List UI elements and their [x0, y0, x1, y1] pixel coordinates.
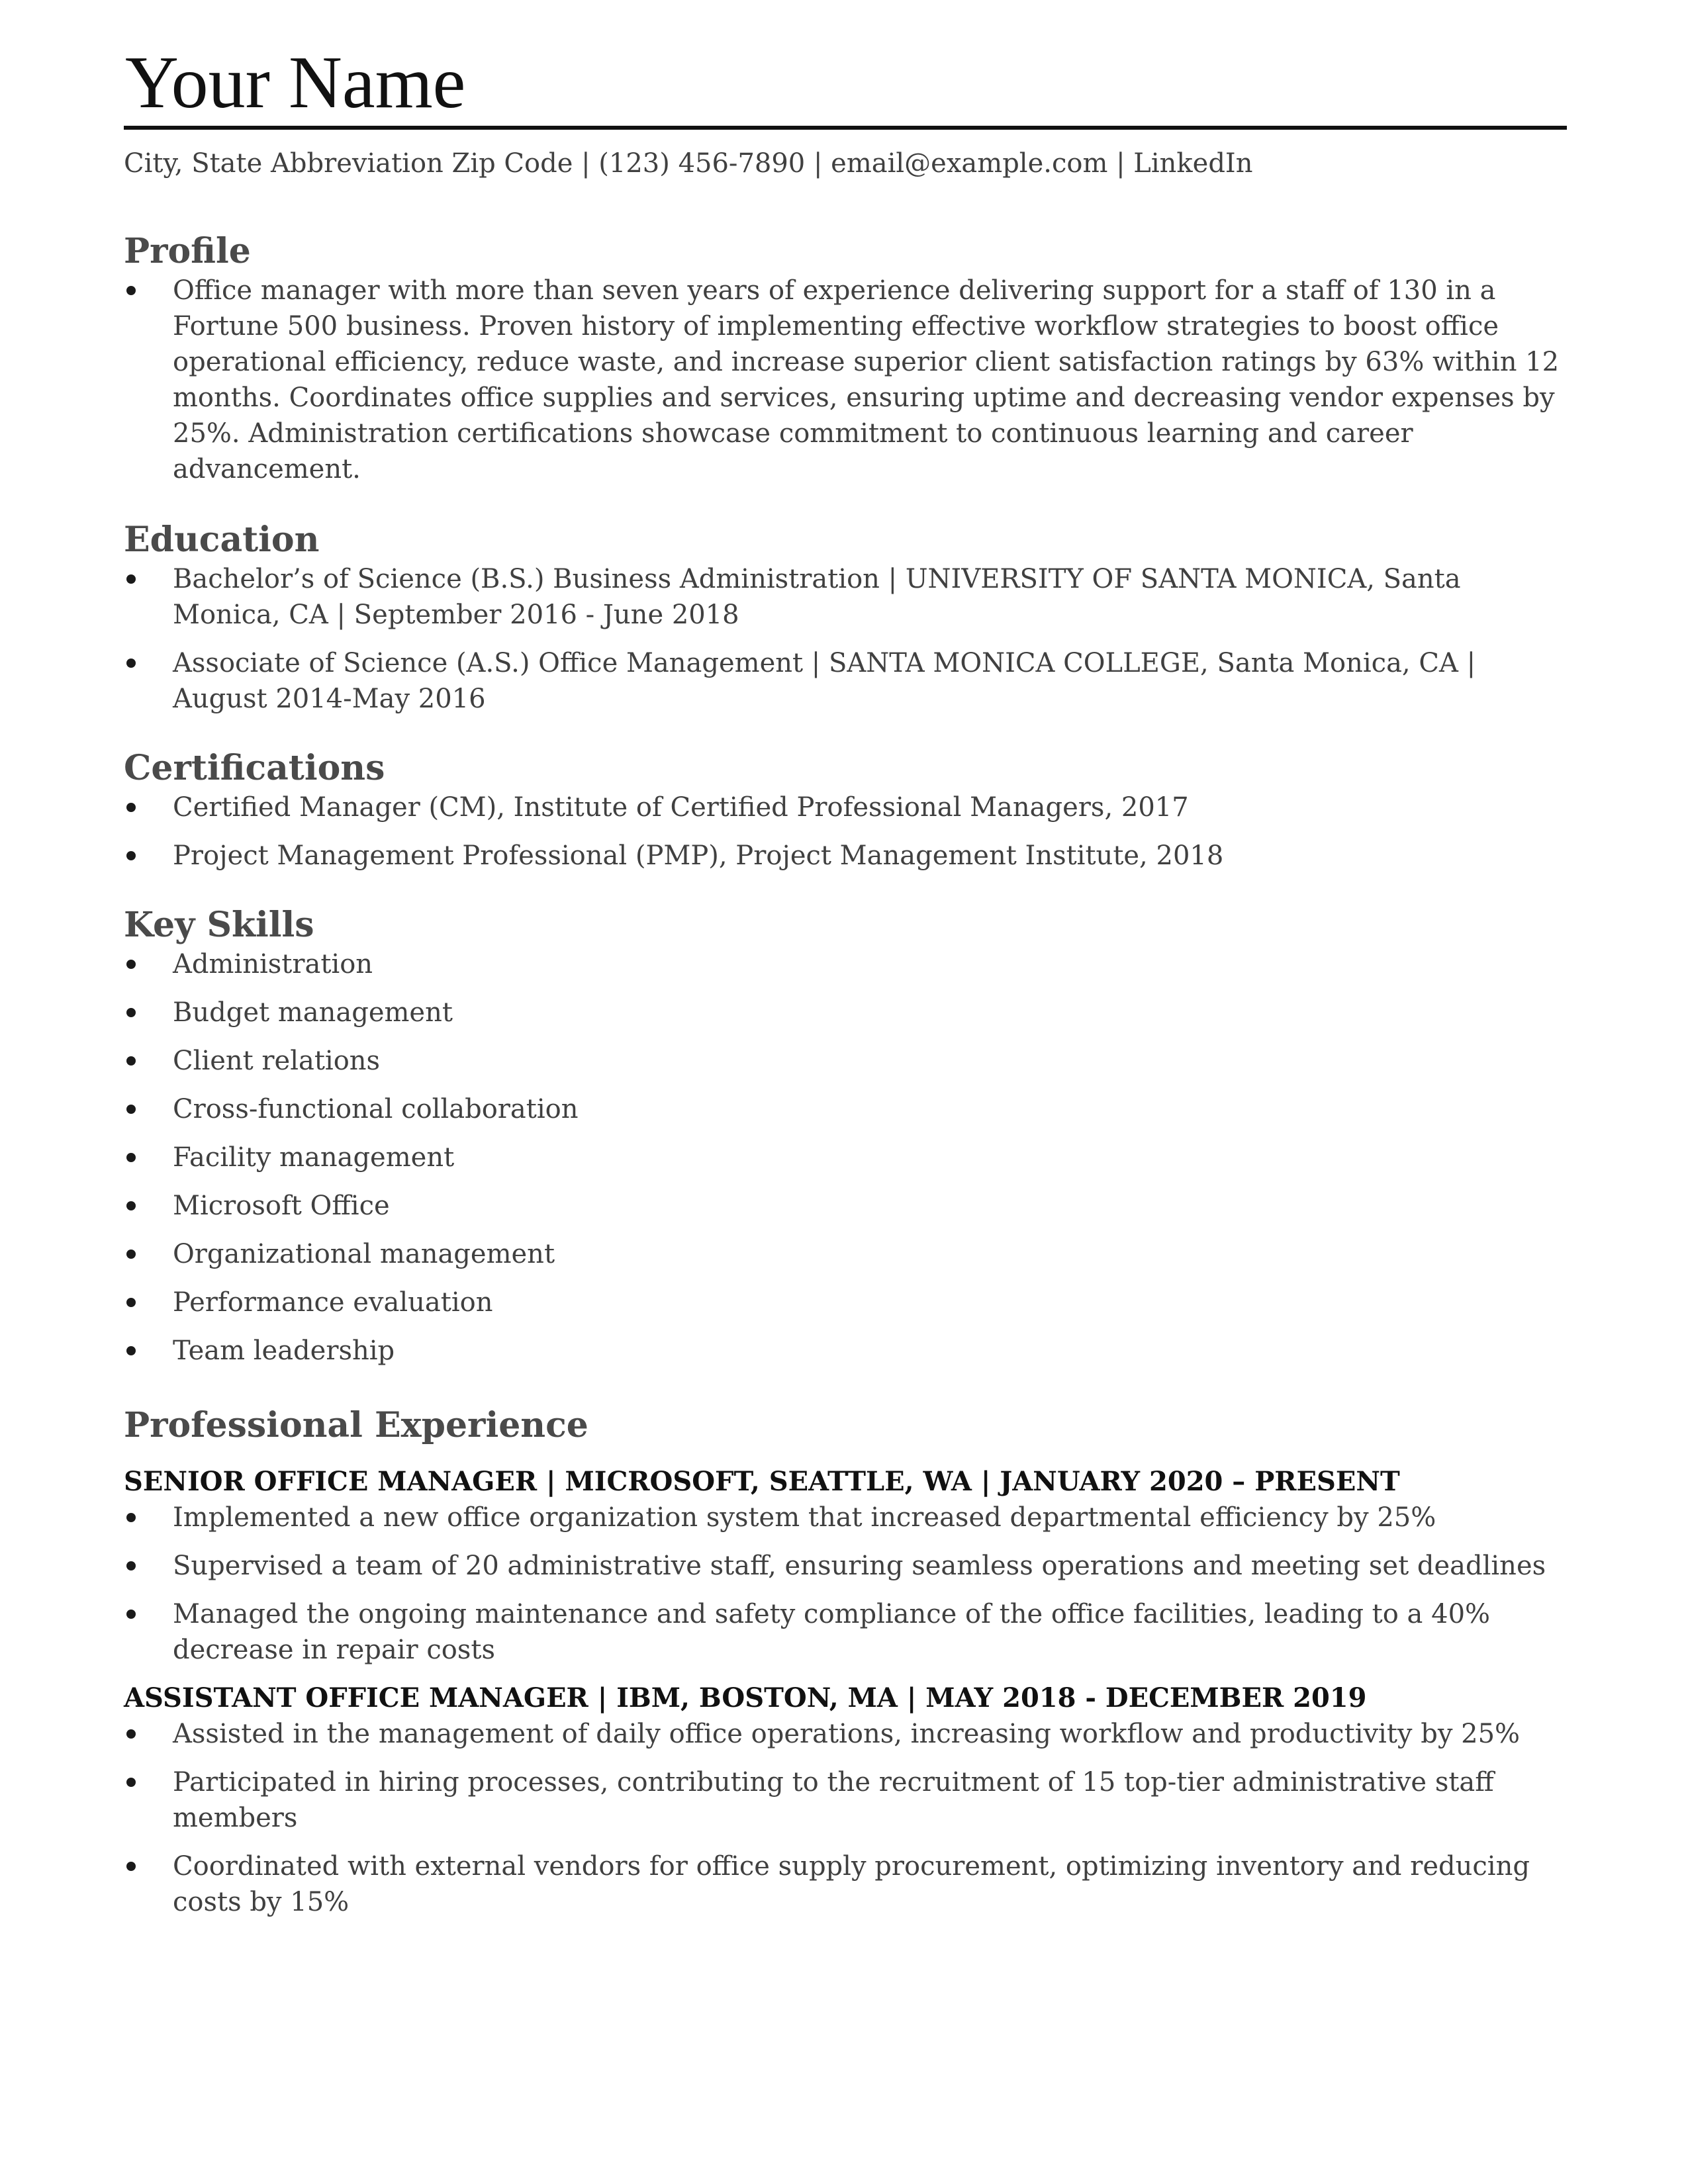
list-item: Performance evaluation — [124, 1285, 1567, 1320]
section-title-education: Education — [124, 520, 320, 560]
section-title-profile: Profile — [124, 231, 251, 271]
job-duties-list — [124, 1500, 1567, 1668]
list-item: Implemented a new office organization system that increased departmental efficiency by 25% — [124, 1500, 1567, 1535]
job-duties-list — [124, 1716, 1567, 1920]
job-heading: SENIOR OFFICE MANAGER | MICROSOFT, SEATTLE, WA | JANUARY 2020 – PRESENT — [124, 1466, 1400, 1497]
list-item: Administration — [124, 946, 1567, 982]
list-item: Microsoft Office — [124, 1188, 1567, 1224]
list-item: Bachelor’s of Science (B.S.) Business Administration | UNIVERSITY OF SANTA MONICA, Santa Monica, CA | September 2016 - June 2018 — [124, 561, 1567, 633]
list-item: Assisted in the management of daily office operations, increasing workflow and productivity by 25% — [124, 1716, 1567, 1752]
list-item: Coordinated with external vendors for office supply procurement, optimizing inventory and reducing costs by 15% — [124, 1848, 1567, 1920]
list-item: Team leadership — [124, 1333, 1567, 1369]
section-title-certifications: Certifications — [124, 748, 385, 788]
skills-section — [124, 904, 1567, 1369]
list-item: Budget management — [124, 995, 1567, 1030]
list-item: Project Management Professional (PMP), Project Management Institute, 2018 — [124, 838, 1567, 874]
list-item: Facility management — [124, 1140, 1567, 1175]
list-item: Participated in hiring processes, contributing to the recruitment of 15 top-tier administrative staff members — [124, 1764, 1567, 1836]
job-entry — [124, 1464, 1567, 1668]
profile-section — [124, 230, 1567, 487]
skills-list — [124, 946, 1567, 1369]
education-list — [124, 561, 1567, 717]
section-title-experience: Professional Experience — [124, 1405, 588, 1445]
list-item: Office manager with more than seven years of experience delivering support for a staff of 130 in a Fortune 500 business. Proven history of implementing effective workflow strategies to boost office operational efficiency, reduce waste, and increase superior client satisfaction ratings by 63% within 12 months. Coordinates office supplies and services, ensuring uptime and decreasing vendor expenses by 25%. Administration certifications showcase commitment to continuous learning and career advancement. — [124, 273, 1567, 487]
contact-line: City, State Abbreviation Zip Code | (123) 456-7890 | email@example.com | LinkedIn — [124, 148, 1253, 179]
list-item: Client relations — [124, 1043, 1567, 1079]
job-entry — [124, 1680, 1567, 1920]
job-heading: ASSISTANT OFFICE MANAGER | IBM, BOSTON, MA | MAY 2018 - DECEMBER 2019 — [124, 1682, 1367, 1713]
candidate-name: Your Name — [125, 42, 466, 124]
certifications-list — [124, 790, 1567, 874]
name-divider — [124, 126, 1567, 130]
education-section — [124, 519, 1567, 717]
list-item: Supervised a team of 20 administrative staff, ensuring seamless operations and meeting set deadlines — [124, 1548, 1567, 1584]
list-item: Certified Manager (CM), Institute of Certified Professional Managers, 2017 — [124, 790, 1567, 825]
profile-list — [124, 273, 1567, 487]
list-item: Organizational management — [124, 1236, 1567, 1272]
resume-page — [124, 40, 1567, 1933]
list-item: Associate of Science (A.S.) Office Management | SANTA MONICA COLLEGE, Santa Monica, CA | August 2014-May 2016 — [124, 645, 1567, 717]
section-title-skills: Key Skills — [124, 905, 314, 945]
experience-section — [124, 1404, 1567, 1920]
list-item: Cross-functional collaboration — [124, 1091, 1567, 1127]
list-item: Managed the ongoing maintenance and safety compliance of the office facilities, leading to a 40% decrease in repair costs — [124, 1596, 1567, 1668]
certifications-section — [124, 747, 1567, 874]
